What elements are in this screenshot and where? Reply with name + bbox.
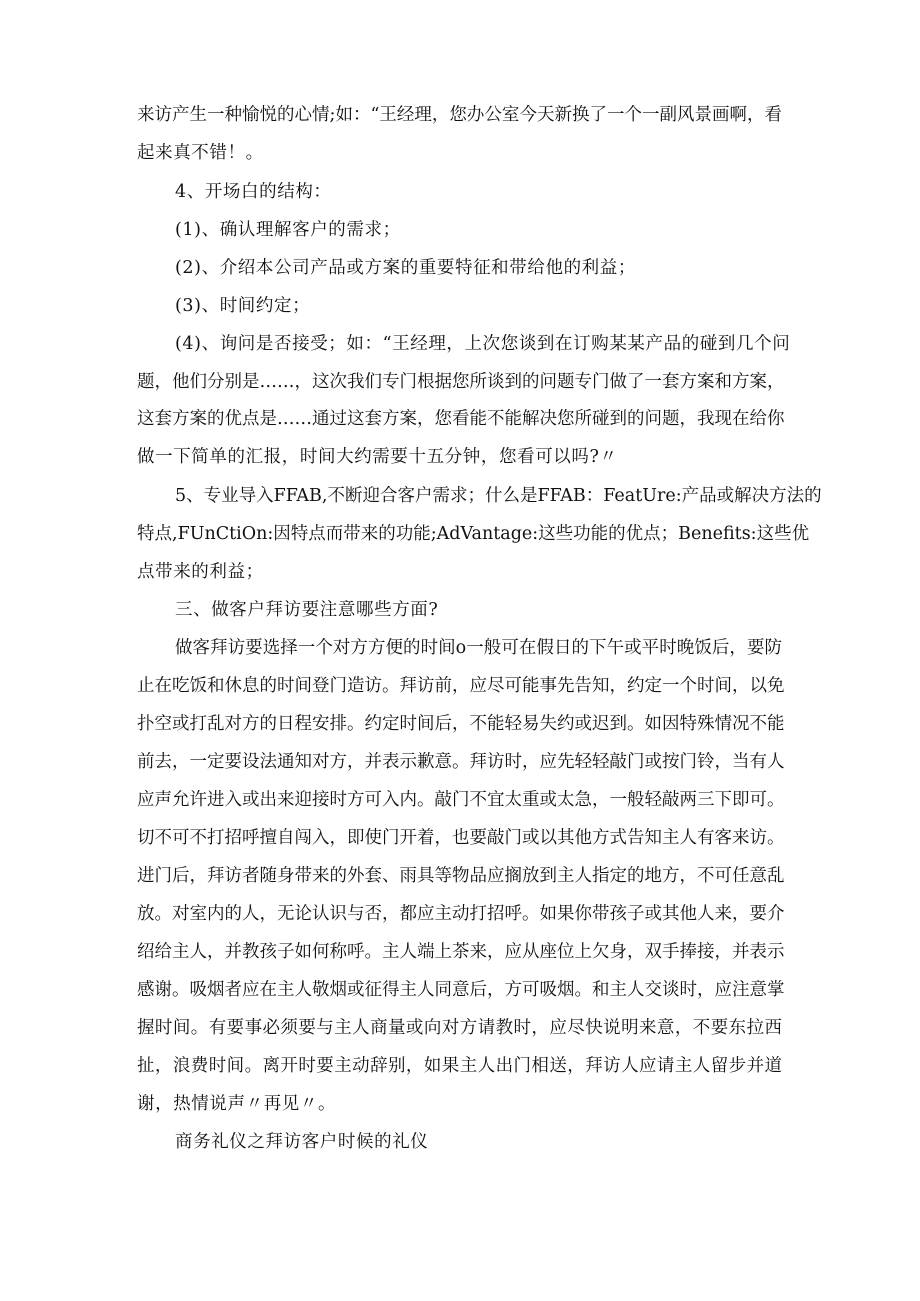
paragraph-line: 切不可不打招呼擅自闯入，即使门开着，也要敲门或以其他方式告知主人有客来访。 [137, 828, 785, 848]
paragraph-line: 握时间。有要事必须要与主人商量或向对方请教时，应尽快说明来意，不要东拉西 [137, 1018, 782, 1038]
paragraph-line: 做客拜访要选择一个对方方便的时间o一般可在假日的下午或平时晚饭后，要防 [175, 638, 782, 658]
list-item: (4)、询问是否接受；如：“王经理，上次您谈到在订购某某产品的碰到几个问 [175, 334, 791, 354]
paragraph-line: 前去，一定要设法通知对方，并表示歉意。拜访时，应先轻轻敲门或按门铃，当有人 [137, 752, 785, 772]
section-heading: 商务礼仪之拜访客户时候的礼仪 [175, 1132, 429, 1152]
section-heading: 三、做客户拜访要注意哪些方面? [175, 600, 439, 620]
list-item: (2)、介绍本公司产品或方案的重要特征和带给他的利益； [175, 258, 636, 278]
paragraph-line: 感谢。吸烟者应在主人敬烟或征得主人同意后，方可吸烟。和主人交谈时，应注意掌 [137, 980, 785, 1000]
list-item: (1)、确认理解客户的需求； [175, 220, 401, 240]
text-line: 特点,FUnCtiOn:因特点而带来的功能;AdVantage:这些功能的优点；Benefits:这些优 [137, 524, 810, 544]
paragraph-line: 扯，浪费时间。离开时要主动辞别，如果主人出门相送，拜访人应请主人留步并道 [137, 1056, 782, 1076]
text-line: 这套方案的优点是……通过这套方案，您看能不能解决您所碰到的问题，我现在给你 [137, 409, 785, 429]
text-line: 来访产生一种愉悦的心情;如：“王经理，您办公室今天新换了一个一副风景画啊，看 [137, 105, 782, 125]
paragraph-line: 绍给主人，并教孩子如何称呼。主人端上茶来，应从座位上欠身，双手捧接，并表示 [137, 942, 785, 962]
paragraph-line: 应声允许进入或出来迎接时方可入内。敲门不宜太重或太急，一般轻敲两三下即可。 [137, 790, 785, 810]
paragraph-line: 进门后，拜访者随身带来的外套、雨具等物品应搁放到主人指定的地方，不可任意乱 [137, 866, 785, 886]
paragraph-line: 止在吃饭和休息的时间登门造访。拜访前，应尽可能事先告知，约定一个时间，以免 [137, 676, 785, 696]
text-line: 起来真不错！。 [137, 143, 264, 163]
paragraph-line: 谢，热情说声〃再见〃。 [137, 1094, 337, 1114]
text-line: 题，他们分别是……，这次我们专门根据您所谈到的问题专门做了一套方案和方案， [137, 372, 785, 392]
text-line: 点带来的利益； [137, 562, 264, 582]
section-heading: 4、开场白的结构： [175, 182, 332, 202]
text-line: 做一下简单的汇报，时间大约需要十五分钟，您看可以吗?〃 [137, 447, 618, 467]
paragraph-line: 放。对室内的人，无论认识与否，都应主动打招呼。如果你带孩子或其他人来，要介 [137, 904, 785, 924]
list-item: (3)、时间约定； [175, 296, 311, 316]
paragraph-line: 扑空或打乱对方的日程安排。约定时间后，不能轻易失约或迟到。如因特殊情况不能 [137, 714, 785, 734]
section-heading: 5、专业导入FFAB,不断迎合客户需求；什么是FFAB：FeatUre:产品或解决方法的 [175, 486, 822, 506]
